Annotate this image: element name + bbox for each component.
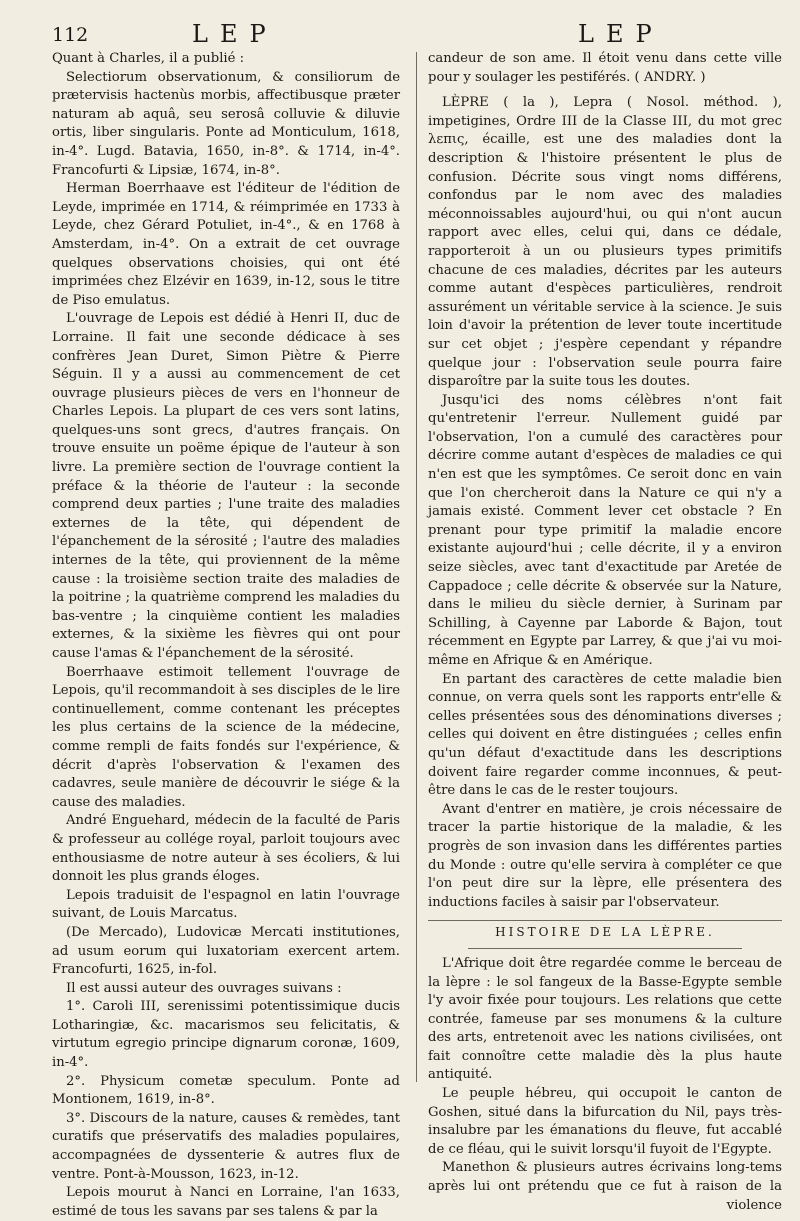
paragraph: Il est aussi auteur des ouvrages suivans : — [66, 980, 342, 996]
page-number: 112 — [52, 24, 89, 46]
paragraph: Quant à Charles, il a publié : — [52, 51, 245, 66]
paragraph: candeur de son ame. Il étoit venu dans cette ville pour y soulager les pestiférés. ( ANDRY. ) — [428, 51, 782, 85]
paragraph: (De Mercado), Ludovicæ Mercati institutiones, ad usum eorum qui luxatoriam exercent artem. Francofurti, 1625, in-fol. — [52, 924, 400, 978]
paragraph: L'Afrique doit être regardée comme le berceau de la lèpre : le sol fangeux de la Basse-Egypte semble l'y avoir fixée pour toujours. Les relations que cette contrée, fameuse par ses monumens & la culture des arts, entretenoit avec les nations civilisées, ont fait connoître cette maladie dès la plus haute antiquité. — [428, 955, 782, 1083]
right-column — [428, 50, 782, 1215]
paragraph: L'ouvrage de Lepois est dédié à Henri II, duc de Lorraine. Il fait une seconde dédicace à ses confrères Jean Duret, Simon Piètre & Pierre Séguin. Il y a aussi au commencement de cet ouvrage plusieurs pièces de vers en l'honneur de Charles Lepois. La plupart de ces vers sont latins, quelques-uns sont grecs, d'autres français. On trouve ensuite un poëme épique de l'auteur à son livre. La première section de l'ouvrage contient la préface & la théorie de l'auteur : la seconde comprend deux parties ; l'une traite des maladies externes de la tête, qui dépendent de l'épanchement de la sérosité ; l'autre des maladies internes de la tête, qui proviennent de la même cause : la troisième section traite des maladies de la poitrine ; la quatrième comprend les maladies du bas-ventre ; la cinquième contient les maladies externes, & la sixième les fièvres qui ont pour cause l'amas & l'épanchement de la sérosité. — [52, 311, 400, 661]
section-rule — [428, 920, 782, 921]
paragraph: 1°. Caroli III, serenissimi potentissimique ducis Lotharingiæ, &c. macarismos seu felicitatis, & virtutum egregio principe dignarum coronæ, 1609, in-4°. — [52, 999, 400, 1071]
running-head-right: LEP — [578, 20, 664, 48]
paragraph: 2°. Physicum cometæ speculum. Ponte ad Montionem, 1619, in-8°. — [52, 1073, 400, 1108]
paragraph: Manethon & plusieurs autres écrivains long-tems après lui ont prétendu que ce fut à raison de la violence — [428, 1160, 782, 1213]
paragraph: Lepois mourut à Nanci en Lorraine, l'an 1633, estimé de tous les savans par ses talens & par la — [52, 1185, 400, 1219]
running-header — [0, 20, 800, 50]
paragraph: Avant d'entrer en matière, je crois nécessaire de tracer la partie historique de la maladie, & les progrès de son invasion dans les différentes parties du Monde : outre qu'elle servira à compléter ce que l'on peut dire sur la lèpre, elle présentera des inductions faciles à saisir par l'observateur. — [428, 801, 782, 910]
paragraph: André Enguehard, médecin de la faculté de Paris & professeur au collége royal, parloit toujours avec enthousiasme de notre auteur à ses écoliers, & lui donnoit les plus grands éloges. — [52, 813, 400, 885]
left-column — [52, 50, 400, 1221]
paragraph: En partant des caractères de cette maladie bien connue, on verra quels sont les rapports entr'elle & celles présentées sous des dénominations diverses ; celles qui doivent en être distinguées ; celles enfin qu'un défaut d'exactitude dans les descriptions doivent faire regarder comme inconnues, & peut-être dans le cas de le rester toujours. — [428, 671, 782, 799]
running-head-left: LEP — [192, 20, 278, 48]
paragraph: Boerrhaave estimoit tellement l'ouvrage de Lepois, qu'il recommandoit à ses disciples de le lire continuellement, comme contenant les préceptes les plus certains de la science de la médecine, comme rempli de faits fondés sur l'expérience, & décrit d'après l'observation & l'examen des cadavres, seule manière de découvrir le siége & la cause des maladies. — [52, 664, 400, 810]
paragraph: Le peuple hébreu, qui occupoit le canton de Goshen, situé dans la bifurcation du Nil, pays très-insalubre par les émanations du fleuve, fut accablé de ce fléau, qui le suivit lorsqu'il fuyoit de l'Egypte. — [428, 1086, 782, 1157]
lepre-entry-heading-paragraph: LÈPRE ( la ), Lepra ( Nosol. méthod. ), impetigines, Ordre III de la Classe III, du mot grec λεπις, écaille, est une des maladies dont la description & l'histoire présentent le plus de confusion. Décrite sous vingt noms différens, confondus par le nom avec des maladies méconnoissables aujourd'hui, ou qui n'ont aucun rapport avec elles, celui qui, dans ce dédale, rapporteroit à un ou plusieurs types primitifs chacune de ces maladies, décrites par les auteurs comme autant d'espèces particulières, rendroit assurément un véritable service à la science. Je suis loin d'avoir la prétention de lever toute incertitude sur cet objet ; j'espère cependant y répandre quelque jour : l'observation seule pourra faire disparoître par la suite tous les doutes. — [428, 95, 782, 390]
section-title: HISTOIRE DE LA LÈPRE. — [495, 925, 715, 940]
column-divider — [416, 52, 417, 1082]
paragraph: 3°. Discours de la nature, causes & remèdes, tant curatifs que préservatifs des maladies populaires, accompagnées de dyssenterie & autres flux de ventre. Pont-à-Mousson, 1623, in-12. — [52, 1110, 400, 1182]
paragraph: Selectiorum observationum, & consiliorum de prætervisis hactenùs morbis, affectibusque præter naturam ab aquâ, seu serosâ colluvie & diluvie ortis, liber singularis. Ponte ad Monticulum, 1618, in-4°. Lugd. Batavia, 1650, in-8°. & 1714, in-4°. Francofurti & Lipsiæ, 1674, in-8°. — [52, 69, 400, 178]
section-underline — [468, 948, 742, 949]
paragraph: Lepois traduisit de l'espagnol en latin l'ouvrage suivant, de Louis Marcatus. — [52, 887, 400, 922]
paragraph: Jusqu'ici des noms célèbres n'ont fait qu'entretenir l'erreur. Nullement guidé par l'observation, l'on a cumulé des caractères pour décrire comme autant d'espèces de maladies ce qui n'en est que les symptômes. Ce seroit donc en vain que l'on chercheroit dans la Nature ce qui n'y a jamais existé. Comment lever cet obstacle ? En prenant pour type primitif la maladie encore existante aujourd'hui ; celle décrite, il y a environ seize siècles, avec tant d'exactitude par Aretée de Cappadoce ; celle décrite & observée sur la Nature, dans le milieu du siècle dernier, à Surinam par Schilling, à Cayenne par Laborde & Bajon, tout récemment en Egypte par Larrey, & que j'ai vu moi-même en Afrique & en Amérique. — [428, 392, 782, 668]
paragraph: Herman Boerrhaave est l'éditeur de l'édition de Leyde, imprimée en 1714, & réimprimée en 1733 à Leyde, chez Gérard Potuliet, in-4°., & en 1768 à Amsterdam, in-4°. On a extrait de cet ouvrage quelques observations choisies, qui ont été imprimées chez Elzévir en 1639, in-12, sous le titre de Piso emulatus. — [52, 181, 400, 308]
